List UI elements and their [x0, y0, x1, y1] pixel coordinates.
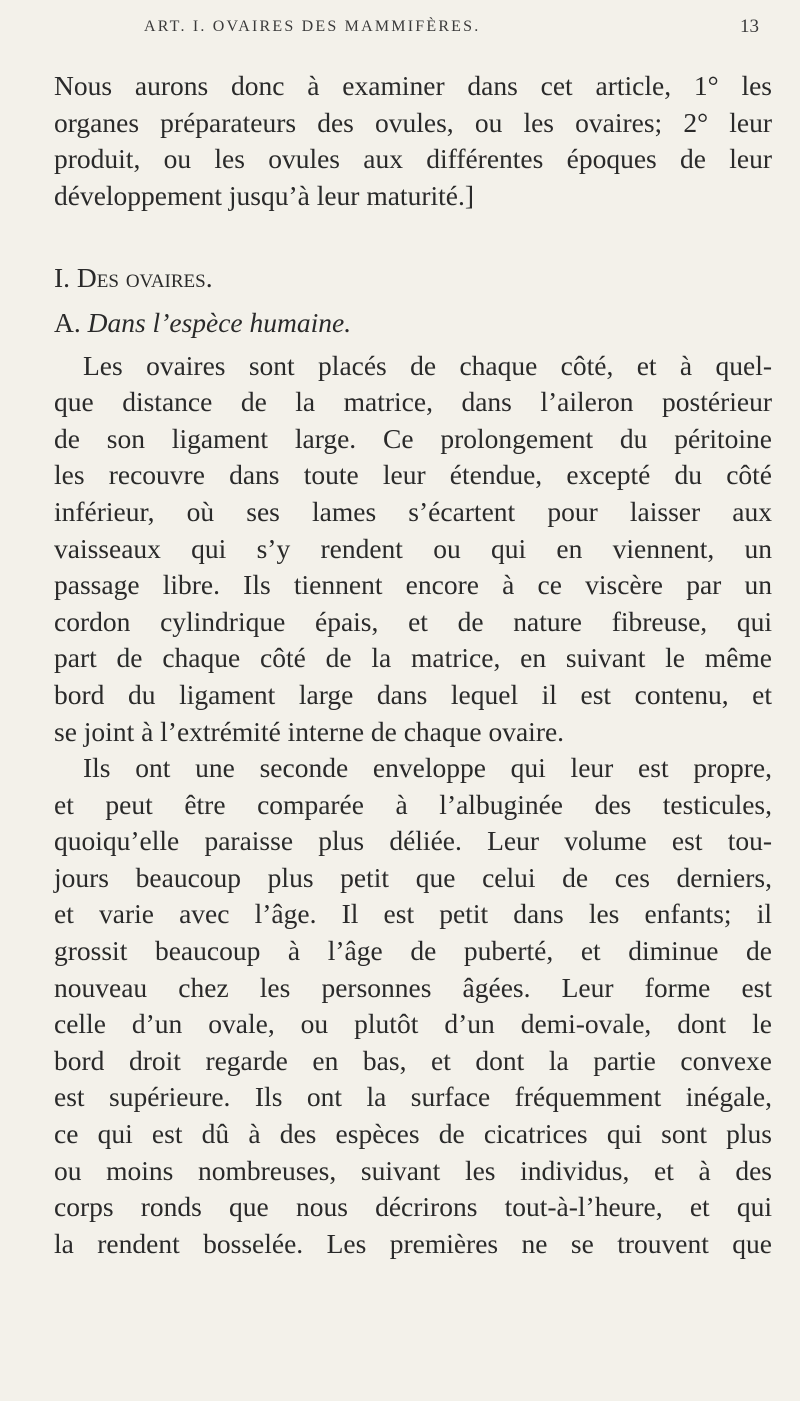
- text-line: ce qui est dû à des espèces de cicatrices qui sont plus: [54, 1118, 772, 1150]
- section-title: Des ovaires.: [76, 262, 213, 294]
- text-block: [54, 68, 772, 1262]
- running-head: [0, 14, 800, 44]
- text-line: passage libre. Ils tiennent encore à ce viscère par un: [54, 569, 772, 601]
- text-line: cordon cylindrique épais, et de nature fibreuse, qui: [54, 605, 772, 637]
- text-line: se joint à l’extrémité interne de chaque ovaire.: [54, 715, 565, 747]
- subsection-letter: A.: [54, 306, 81, 338]
- text-line: les recouvre dans toute leur étendue, excepté du côté: [54, 459, 772, 491]
- text-line: Les ovaires sont placés de chaque côté, et à quel-: [83, 349, 772, 381]
- intro-paragraph: [54, 68, 772, 214]
- text-line: corps ronds que nous décrirons tout-à-l’heure, et qui: [54, 1191, 772, 1223]
- text-line: vaisseaux qui s’y rendent ou qui en viennent, un: [54, 532, 772, 564]
- text-line: et varie avec l’âge. Il est petit dans les enfants; il: [54, 898, 772, 930]
- text-line: ou moins nombreuses, suivant les individus, et à des: [54, 1154, 772, 1186]
- running-title: ART. I. OVAIRES DES MAMMIFÈRES.: [144, 18, 481, 35]
- text-line: Ils ont une seconde enveloppe qui leur est propre,: [83, 752, 772, 784]
- text-line: part de chaque côté de la matrice, en suivant le même: [54, 642, 772, 674]
- paragraph-2: [54, 750, 772, 1262]
- paragraph-1: [54, 348, 772, 751]
- text-line: bord du ligament large dans lequel il est contenu, et: [54, 678, 772, 710]
- text-line: quoiqu’elle paraisse plus déliée. Leur volume est tou-: [54, 825, 772, 857]
- section-number: I.: [54, 262, 71, 294]
- text-line: grossit beaucoup à l’âge de puberté, et diminue de: [54, 935, 772, 967]
- text-line: organes préparateurs des ovules, ou les ovaires; 2° leur: [54, 106, 772, 138]
- text-line: la rendent bosselée. Les premières ne se trouvent que: [54, 1227, 772, 1259]
- page-number: 13: [740, 16, 759, 37]
- text-line: est supérieure. Ils ont la surface fréquemment inégale,: [54, 1081, 772, 1113]
- text-line: de son ligament large. Ce prolongement du péritoine: [54, 422, 772, 454]
- text-line: produit, ou les ovules aux différentes époques de leur: [54, 143, 772, 175]
- text-line: que distance de la matrice, dans l’aileron postérieur: [54, 386, 772, 418]
- subsection-heading: [54, 305, 772, 342]
- text-line: bord droit regarde en bas, et dont la partie convexe: [54, 1044, 772, 1076]
- subsection-title: Dans l’espèce humaine.: [87, 306, 352, 338]
- text-line: inférieur, où ses lames s’écartent pour laisser aux: [54, 495, 772, 527]
- text-line: celle d’un ovale, ou plutôt d’un demi-ovale, dont le: [54, 1008, 772, 1040]
- text-line: nouveau chez les personnes âgées. Leur forme est: [54, 971, 772, 1003]
- text-line: Nous aurons donc à examiner dans cet article, 1° les: [54, 70, 772, 101]
- section-heading: [54, 260, 772, 297]
- text-line: jours beaucoup plus petit que celui de ces derniers,: [54, 861, 772, 893]
- text-line: et peut être comparée à l’albuginée des testicules,: [54, 788, 772, 820]
- text-line: développement jusqu’à leur maturité.]: [54, 179, 474, 211]
